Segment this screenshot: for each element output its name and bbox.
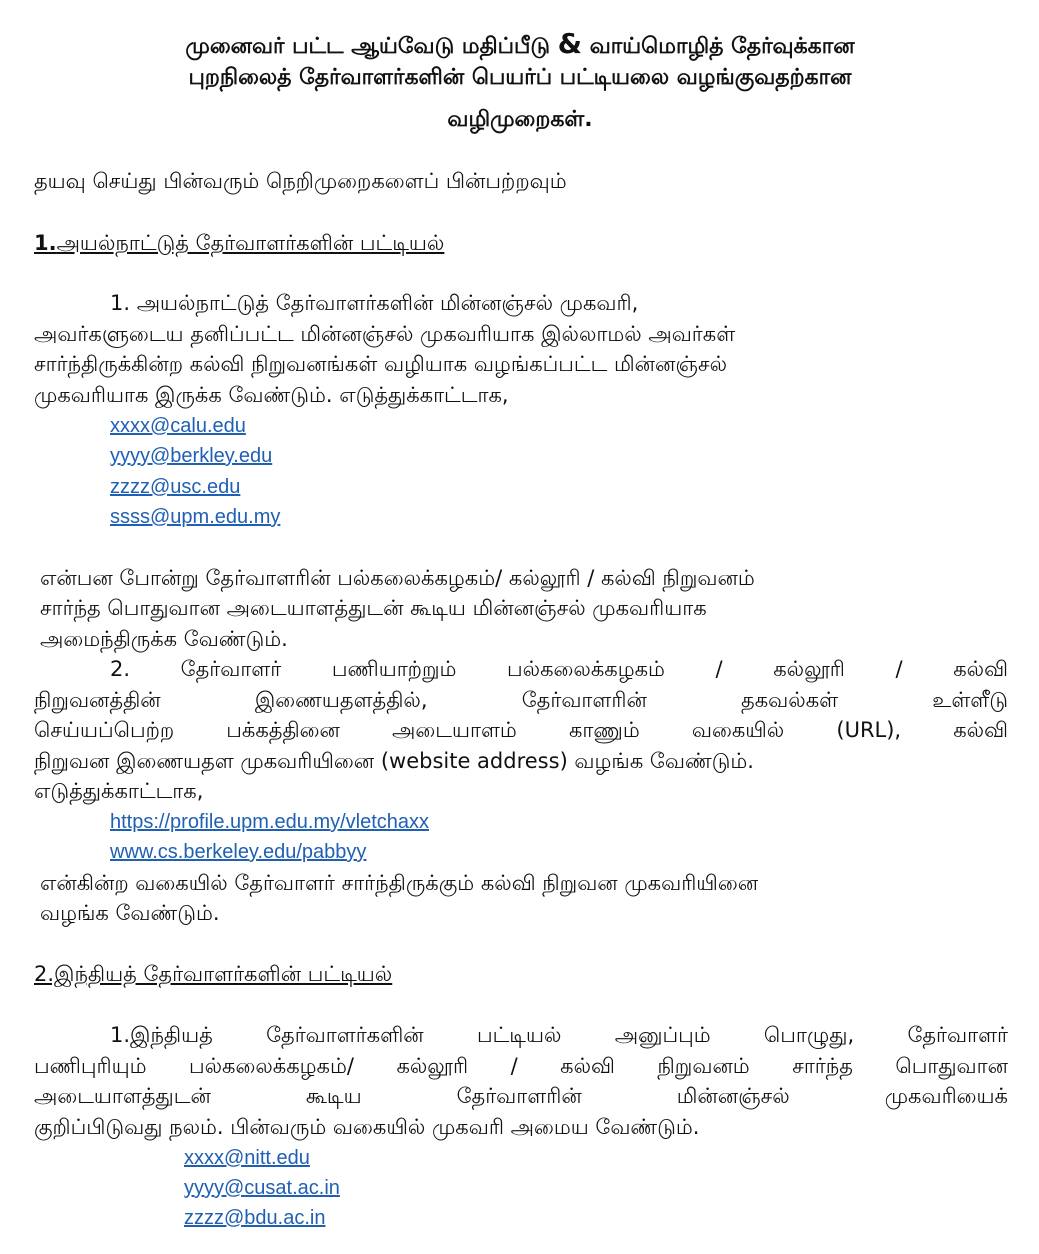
email-link[interactable]: ssss@upm.edu.my [110, 506, 281, 528]
s1-point2-line: எடுத்துக்காட்டாக, [34, 779, 204, 803]
s1-point1-line: சார்ந்திருக்கின்ற கல்வி நிறுவனங்கள் வழியாக வழங்கப்பட்ட மின்னஞ்சல் [34, 352, 728, 376]
email-link[interactable]: xxxx@calu.edu [110, 415, 246, 437]
section-1-title: அயல்நாட்டுத் தேர்வாளர்களின் பட்டியல் [56, 231, 445, 255]
document-title-line-1 [40, 28, 1000, 63]
url-link[interactable]: www.cs.berkeley.edu/pabbyy [110, 841, 367, 863]
url-link[interactable]: https://profile.upm.edu.my/vletchaxx [110, 811, 430, 833]
document-title-line-2: புறநிலைத் தேர்வாளர்களின் பெயர்ப் பட்டியலை வழங்குவதற்கான [188, 65, 852, 90]
s1-point2-paragraph [34, 654, 1008, 807]
s1-after-emails-line: சார்ந்த பொதுவான அடையாளத்துடன் கூடிய மின்னஞ்சல் முகவரியாக [40, 596, 707, 620]
s1-point2-line: நிறுவன இணையதள முகவரியினை (website address) வழங்க வேண்டும். [34, 748, 754, 773]
section-1-number: 1. [34, 231, 57, 255]
s2-point1-line: குறிப்பிடுவது நலம். பின்வரும் வகையில் முகவரி அமைய வேண்டும். [34, 1114, 700, 1139]
email-link[interactable]: xxxx@nitt.edu [184, 1147, 310, 1169]
email-link[interactable]: zzzz@bdu.ac.in [184, 1207, 326, 1229]
s1-point2-line: செய்யப்பெற்ற பக்கத்தினை அடையாளம் காணும் வகையில் (URL), கல்வி [34, 718, 1008, 742]
s1-after-emails-line: என்பன போன்று தேர்வாளரின் பல்கலைக்கழகம்/ கல்லூரி / கல்வி நிறுவனம் [40, 566, 755, 590]
s1-point2-line: நிறுவனத்தின் இணையதளத்தில், தேர்வாளரின் தகவல்கள் உள்ளீடு [34, 687, 1008, 712]
s1-point1-line: அவர்களுடைய தனிப்பட்ட மின்னஞ்சல் முகவரியாக இல்லாமல் அவர்கள் [34, 322, 736, 346]
intro-text: தயவு செய்து பின்வரும் நெறிமுறைகளைப் பின்பற்றவும் [34, 169, 567, 193]
title-part-a: முனைவர் பட்ட ஆய்வேடு மதிப்பீடு [185, 34, 558, 59]
s1-point1-line: முகவரியாக இருக்க வேண்டும். எடுத்துக்காட்டாக, [34, 383, 509, 407]
email-link[interactable]: yyyy@berkley.edu [110, 445, 273, 467]
section-2-heading: 2.இந்தியத் தேர்வாளர்களின் பட்டியல் [34, 962, 393, 986]
s1-after-urls-line: என்கின்ற வகையில் தேர்வாளர் சார்ந்திருக்கும் கல்வி நிறுவன முகவரியினை [40, 871, 759, 895]
title-part-b: வாய்மொழித் தேர்வுக்கான [582, 34, 855, 59]
email-link[interactable]: zzzz@usc.edu [110, 476, 241, 498]
s2-point1-line: பணிபுரியும் பல்கலைக்கழகம்/ கல்லூரி / கல்வி நிறுவனம் சார்ந்த பொதுவான [34, 1053, 1008, 1078]
section-1-heading [34, 230, 444, 256]
title-ampersand: & [557, 27, 583, 60]
s2-point1-line: அடையாளத்துடன் கூடிய தேர்வாளரின் மின்னஞ்சல் முகவரியைக் [34, 1084, 1008, 1108]
s2-point1-paragraph [34, 1020, 1008, 1142]
s2-point1-line: 1.இந்தியத் தேர்வாளர்களின் பட்டியல் அனுப்பும் பொழுது, தேர்வாளர் [110, 1023, 1008, 1047]
document-title-line-3: வழிமுறைகள். [447, 107, 593, 132]
s1-point1-line: 1. அயல்நாட்டுத் தேர்வாளர்களின் மின்னஞ்சல் முகவரி, [110, 291, 639, 315]
s1-point2-line: 2. தேர்வாளர் பணியாற்றும் பல்கலைக்கழகம் / கல்லூரி / கல்வி [110, 657, 1008, 681]
email-link[interactable]: yyyy@cusat.ac.in [184, 1177, 340, 1199]
s1-after-emails-line: அமைந்திருக்க வேண்டும். [40, 627, 288, 651]
s1-after-urls-line: வழங்க வேண்டும். [40, 901, 220, 925]
